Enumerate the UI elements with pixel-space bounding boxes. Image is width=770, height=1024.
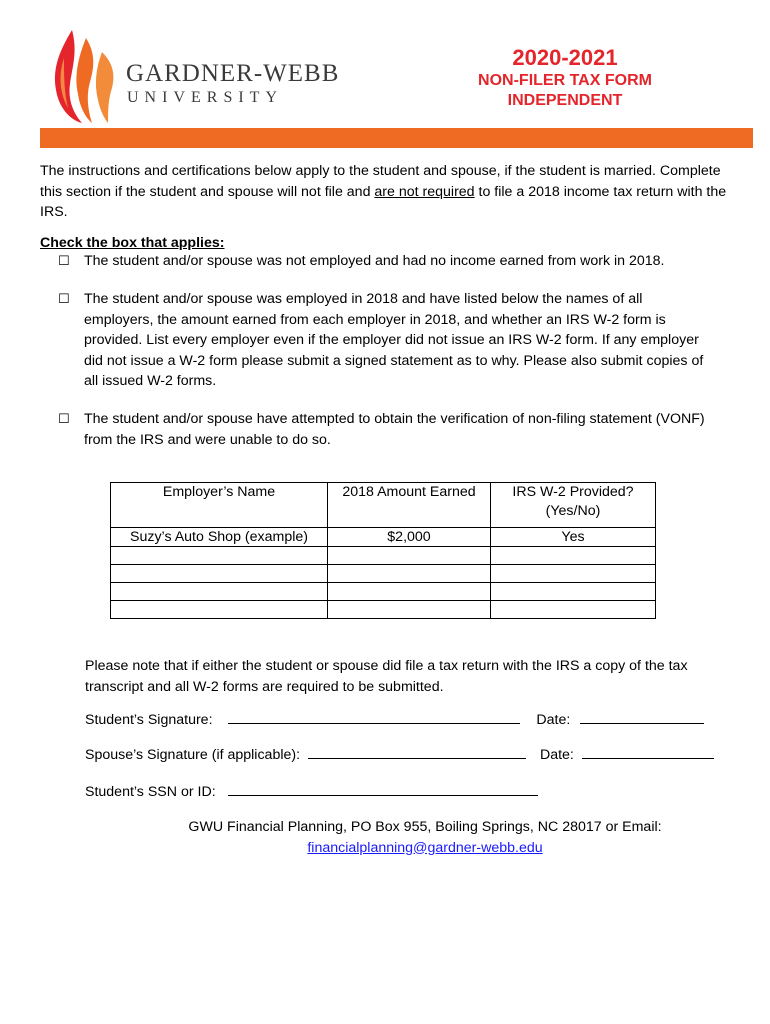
- student-signature-field[interactable]: [228, 709, 520, 724]
- column-header-amount: 2018 Amount Earned: [328, 483, 491, 528]
- date-label: Date:: [536, 712, 571, 728]
- table-row-example: [111, 528, 656, 547]
- spouse-signature-row: [85, 744, 714, 766]
- spouse-date-field[interactable]: [582, 744, 714, 759]
- cell-amount: $2,000: [328, 528, 491, 547]
- cell-employer[interactable]: [111, 547, 328, 565]
- flame-logo-icon: [52, 28, 118, 124]
- cell-w2[interactable]: [491, 583, 656, 601]
- cell-w2[interactable]: [491, 565, 656, 583]
- cell-employer[interactable]: [111, 583, 328, 601]
- column-header-employer: Employer’s Name: [111, 483, 328, 528]
- cell-employer[interactable]: [111, 601, 328, 619]
- brand-subtitle: UNIVERSITY: [127, 89, 283, 106]
- table-row: [111, 565, 656, 583]
- cell-w2[interactable]: [491, 547, 656, 565]
- cell-amount[interactable]: [328, 583, 491, 601]
- option-text: The student and/or spouse have attempted to obtain the verification of non-filing statement (VONF) from the IRS and were unable to do so.: [84, 411, 705, 448]
- option-not-employed: [58, 251, 708, 272]
- footer-address: GWU Financial Planning, PO Box 955, Boiling Springs, NC 28017 or Email:: [188, 819, 662, 835]
- ssn-label: Student’s SSN or ID:: [85, 784, 216, 800]
- table-header-row: [111, 483, 656, 528]
- date-label: Date:: [539, 747, 574, 763]
- ssn-field[interactable]: [228, 781, 538, 796]
- intro-text: The instructions and certifications below apply to the student and spouse, if the student is married. Complete this section if the student and spouse will not file and: [40, 163, 721, 200]
- intro-paragraph: [40, 161, 740, 223]
- footer-contact: [40, 817, 770, 858]
- employer-table: [110, 482, 656, 619]
- student-signature-label: Student’s Signature:: [85, 712, 213, 728]
- checkbox[interactable]: ☐: [58, 253, 70, 268]
- table-row: [111, 547, 656, 565]
- intro-emphasis: are not required: [374, 183, 475, 200]
- checkbox[interactable]: ☐: [58, 291, 70, 306]
- cell-amount[interactable]: [328, 601, 491, 619]
- option-vonf: [58, 409, 708, 450]
- form-subtitle: INDEPENDENT: [507, 92, 623, 109]
- cell-employer: Suzy’s Auto Shop (example): [111, 528, 328, 547]
- brand-name: GARDNER-WEBB: [126, 60, 340, 87]
- spouse-signature-field[interactable]: [308, 744, 526, 759]
- table-row: [111, 601, 656, 619]
- student-date-field[interactable]: [580, 709, 704, 724]
- form-year: 2020-2021: [512, 45, 618, 70]
- checkbox[interactable]: ☐: [58, 411, 70, 426]
- table-row: [111, 583, 656, 601]
- cell-w2: Yes: [491, 528, 656, 547]
- cell-w2[interactable]: [491, 601, 656, 619]
- tax-return-note: Please note that if either the student or spouse did file a tax return with the IRS a copy of the tax transcript and all W-2 forms are required to be submitted.: [85, 658, 688, 695]
- email-link[interactable]: financialplanning@gardner-webb.edu: [307, 839, 543, 856]
- cell-amount[interactable]: [328, 565, 491, 583]
- intro-text-end: to file a 2018 income tax return with the IRS.: [40, 183, 727, 220]
- cell-amount[interactable]: [328, 547, 491, 565]
- spouse-signature-label: Spouse’s Signature (if applicable):: [85, 747, 301, 763]
- option-employed: [58, 289, 708, 392]
- form-title-block: [460, 45, 670, 111]
- form-title: NON-FILER TAX FORM: [478, 72, 652, 89]
- option-text: The student and/or spouse was employed in 2018 and have listed below the names of all employers, the amount earned from each employer in 2018, and whether an IRS W-2 form is provided. List every employer even if the employer did not issue an IRS W-2 form. If any employer did not issue a W-2 form please submit a signed statement as to why. Please also submit copies of all issued W-2 forms.: [84, 291, 704, 389]
- header-divider: [40, 128, 753, 148]
- option-text: The student and/or spouse was not employed and had no income earned from work in 2018.: [84, 253, 665, 269]
- student-signature-row: [85, 709, 704, 731]
- check-heading: Check the box that applies:: [40, 235, 225, 251]
- column-header-w2: IRS W-2 Provided? (Yes/No): [491, 483, 656, 528]
- cell-employer[interactable]: [111, 565, 328, 583]
- ssn-row: [85, 781, 538, 803]
